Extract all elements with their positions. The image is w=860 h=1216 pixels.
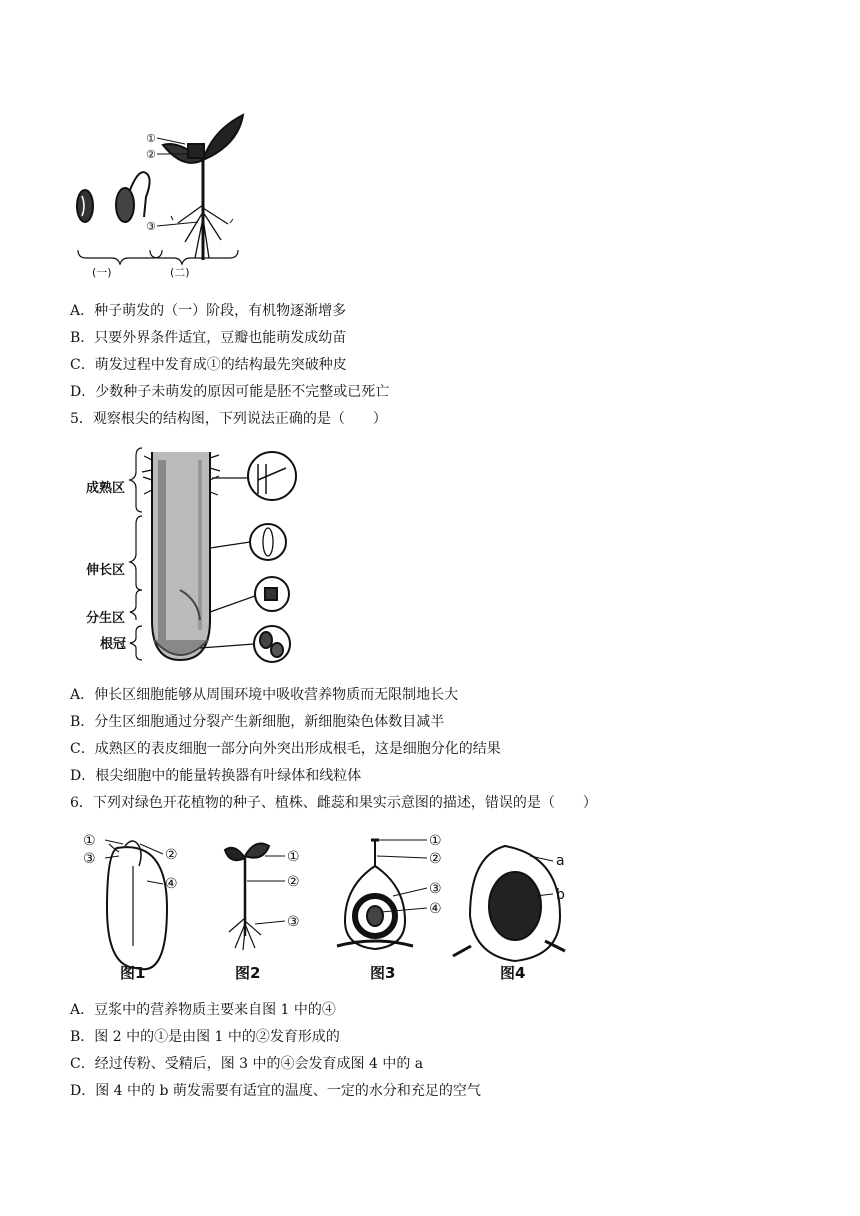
fig4-la: a bbox=[556, 853, 565, 869]
fig4-caption: 图4 bbox=[500, 964, 526, 982]
q4-option-c: C．萌发过程中发育成①的结构最先突破种皮 bbox=[70, 357, 347, 373]
fig1-caption: 图1 bbox=[120, 964, 146, 982]
q6-option-c: C．经过传粉、受精后，图 3 中的④会发育成图 4 中的 a bbox=[70, 1056, 424, 1072]
fig3-l1: ① bbox=[429, 833, 442, 849]
stage-label-2: (二) bbox=[170, 266, 190, 279]
germination-figure bbox=[70, 100, 260, 280]
q5-stem: 5．观察根尖的结构图，下列说法正确的是（ ） bbox=[70, 411, 387, 427]
fig1-l3: ③ bbox=[83, 851, 96, 867]
fig3-caption: 图3 bbox=[370, 964, 396, 982]
fig2-l2: ② bbox=[287, 874, 300, 890]
zone-cap-label: 根冠 bbox=[100, 637, 127, 652]
zone-mature-label: 成熟区 bbox=[86, 481, 126, 496]
q6-option-d: D．图 4 中的 b 萌发需要有适宜的温度、一定的水分和充足的空气 bbox=[70, 1083, 481, 1099]
fig1-label-2: ② bbox=[146, 148, 156, 161]
fig3-l4: ④ bbox=[429, 901, 442, 917]
fig3-l3: ③ bbox=[429, 881, 442, 897]
q4-option-d: D．少数种子未萌发的原因可能是胚不完整或已死亡 bbox=[70, 384, 390, 400]
fig1-l2: ② bbox=[165, 847, 178, 863]
fig2-caption: 图2 bbox=[235, 964, 261, 982]
fig1-l4: ④ bbox=[165, 876, 178, 892]
stage-label-1: (一) bbox=[92, 266, 112, 279]
q5-option-b: B．分生区细胞通过分裂产生新细胞，新细胞染色体数目减半 bbox=[70, 714, 445, 730]
q6-option-b: B．图 2 中的①是由图 1 中的②发育形成的 bbox=[70, 1029, 340, 1045]
fig2-l3: ③ bbox=[287, 914, 300, 930]
q5-option-c: C．成熟区的表皮细胞一部分向外突出形成根毛，这是细胞分化的结果 bbox=[70, 741, 501, 757]
figure-row bbox=[75, 826, 605, 986]
fig1-l1: ① bbox=[83, 833, 96, 849]
fig3-l2: ② bbox=[429, 851, 442, 867]
fig1-label-1: ① bbox=[146, 132, 156, 145]
q4-option-b: B．只要外界条件适宜，豆瓣也能萌发成幼苗 bbox=[70, 330, 347, 346]
q4-option-a: A．种子萌发的（一）阶段，有机物逐渐增多 bbox=[70, 303, 347, 319]
zone-elongation-label: 伸长区 bbox=[86, 563, 126, 578]
q6-option-a: A．豆浆中的营养物质主要来自图 1 中的④ bbox=[70, 1002, 336, 1018]
root-tip-figure bbox=[82, 440, 312, 670]
q6-stem: 6．下列对绿色开花植物的种子、植株、雌蕊和果实示意图的描述，错误的是（ ） bbox=[70, 795, 597, 811]
fig4-lb: b bbox=[556, 887, 565, 903]
q5-option-a: A．伸长区细胞能够从周围环境中吸收营养物质而无限制地长大 bbox=[70, 687, 459, 703]
zone-meristem-label: 分生区 bbox=[86, 611, 126, 626]
q5-option-d: D．根尖细胞中的能量转换器有叶绿体和线粒体 bbox=[70, 768, 362, 784]
fig2-l1: ① bbox=[287, 849, 300, 865]
fig1-label-3: ③ bbox=[146, 220, 156, 233]
